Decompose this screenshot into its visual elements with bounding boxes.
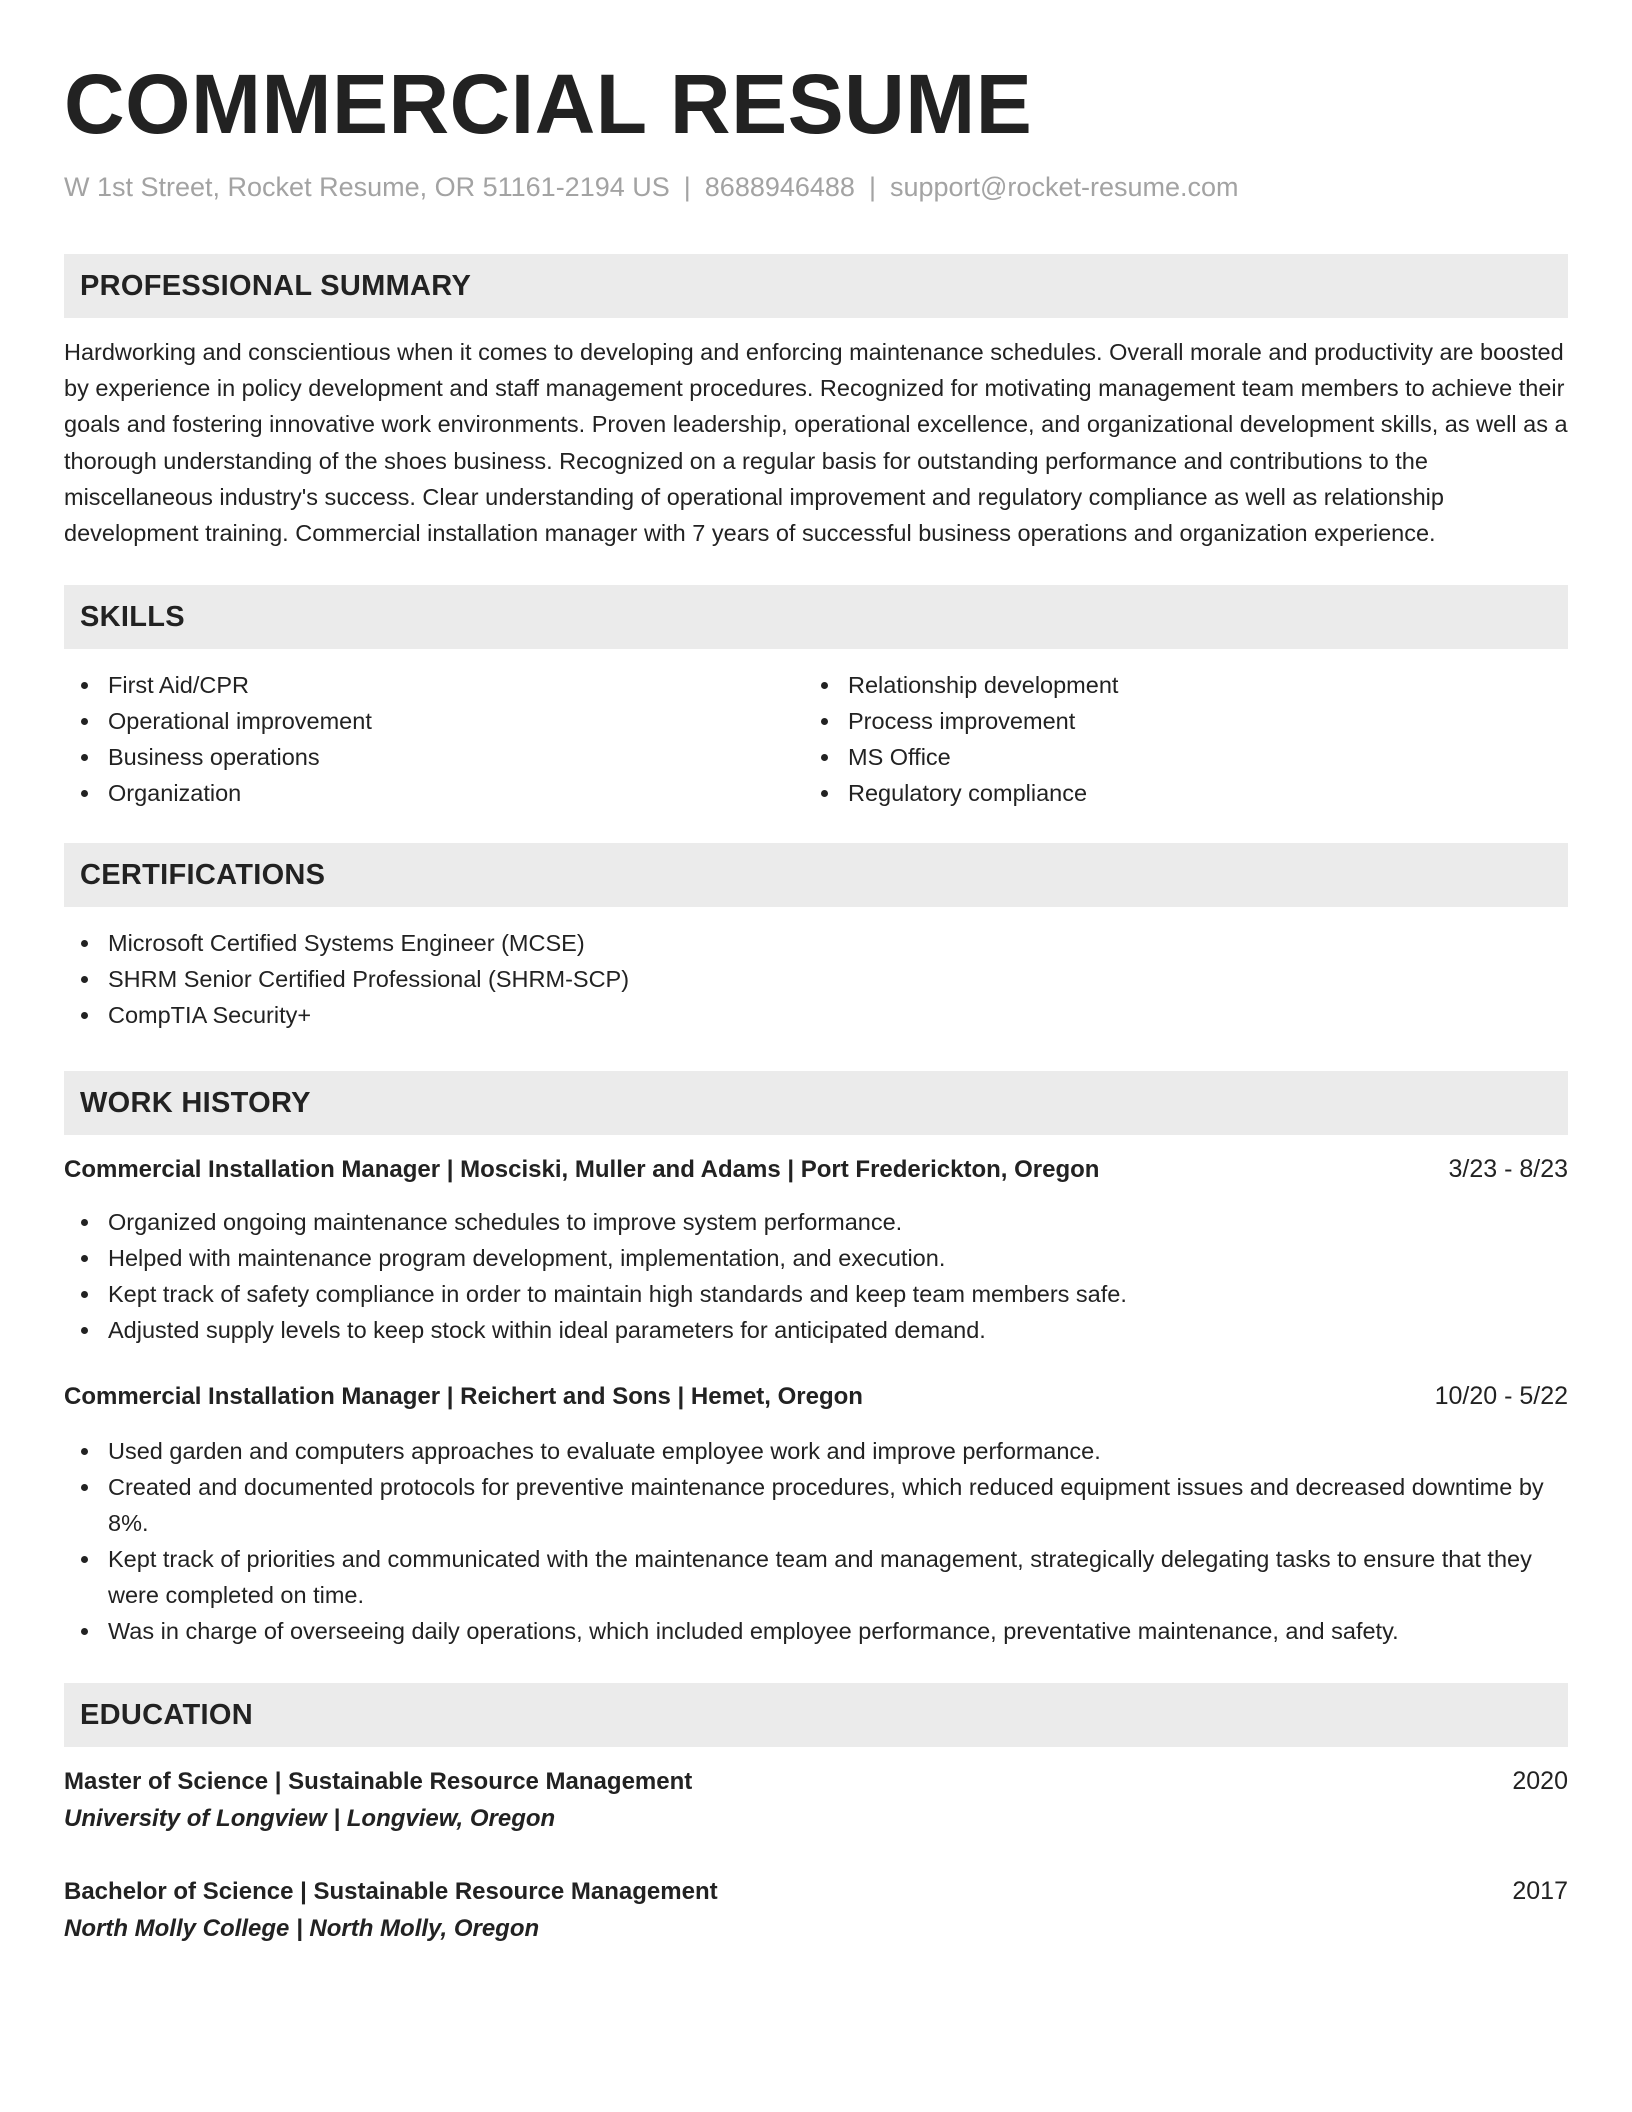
skill-item: Process improvement — [804, 703, 1544, 739]
contact-line — [64, 170, 1568, 204]
skills-column-left — [64, 667, 804, 811]
job-duty: Helped with maintenance program development, implementation, and execution. — [64, 1240, 1568, 1276]
job-duty: Created and documented protocols for preventive maintenance procedures, which reduced equipment issues and decreased downtime by 8%. — [64, 1469, 1568, 1541]
graduation-year: 2017 — [1512, 1877, 1568, 1906]
contact-address: W 1st Street, Rocket Resume, OR 51161-2194 US — [64, 172, 670, 202]
job-duty: Adjusted supply levels to keep stock within ideal parameters for anticipated demand. — [64, 1312, 1568, 1348]
job-duty: Used garden and computers approaches to evaluate employee work and improve performance. — [64, 1433, 1568, 1469]
contact-separator: | — [868, 172, 876, 202]
skill-item: Organization — [64, 775, 804, 811]
job-header — [64, 1380, 1568, 1413]
skill-item: Operational improvement — [64, 703, 804, 739]
job-title: Commercial Installation Manager | Mosciski, Muller and Adams | Port Frederickton, Oregon — [64, 1156, 1100, 1184]
school-name: North Molly College | North Molly, Oregon — [64, 1915, 540, 1943]
certification-item: CompTIA Security+ — [64, 997, 1568, 1033]
school-name: University of Longview | Longview, Oregon — [64, 1805, 556, 1833]
work-history-heading: WORK HISTORY — [64, 1071, 1568, 1135]
education-header — [64, 1765, 1568, 1798]
skills-column-right — [804, 667, 1544, 811]
job-dates: 10/20 - 5/22 — [1434, 1382, 1568, 1411]
contact-separator: | — [683, 172, 691, 202]
skill-item: MS Office — [804, 739, 1544, 775]
skills-heading: SKILLS — [64, 585, 1568, 649]
contact-email: support@rocket-resume.com — [889, 172, 1239, 202]
job-duty: Kept track of safety compliance in order to maintain high standards and keep team members safe. — [64, 1276, 1568, 1312]
resume-name: COMMERCIAL RESUME — [64, 57, 1033, 151]
education-entry — [64, 1875, 1568, 1945]
certification-item: SHRM Senior Certified Professional (SHRM-SCP) — [64, 961, 1568, 997]
skill-item: Business operations — [64, 739, 804, 775]
certifications-list — [64, 925, 1568, 1033]
skills-grid — [64, 667, 1568, 811]
skill-item: First Aid/CPR — [64, 667, 804, 703]
job-title: Commercial Installation Manager | Reichert and Sons | Hemet, Oregon — [64, 1383, 863, 1411]
skill-item: Regulatory compliance — [804, 775, 1544, 811]
job-dates: 3/23 - 8/23 — [1448, 1155, 1568, 1184]
job-duties-list — [64, 1433, 1568, 1649]
education-header — [64, 1875, 1568, 1908]
degree-title: Master of Science | Sustainable Resource Management — [64, 1768, 693, 1796]
skill-item: Relationship development — [804, 667, 1544, 703]
certifications-heading: CERTIFICATIONS — [64, 843, 1568, 907]
job-duties-list — [64, 1204, 1568, 1348]
education-entry — [64, 1765, 1568, 1835]
summary-heading: PROFESSIONAL SUMMARY — [64, 254, 1568, 318]
job-duty: Organized ongoing maintenance schedules to improve system performance. — [64, 1204, 1568, 1240]
job-header — [64, 1153, 1568, 1186]
graduation-year: 2020 — [1512, 1767, 1568, 1796]
certification-item: Microsoft Certified Systems Engineer (MCSE) — [64, 925, 1568, 961]
degree-title: Bachelor of Science | Sustainable Resource Management — [64, 1878, 718, 1906]
contact-phone: 8688946488 — [704, 172, 855, 202]
education-heading: EDUCATION — [64, 1683, 1568, 1747]
job-duty: Was in charge of overseeing daily operations, which included employee performance, preventative maintenance, and safety. — [64, 1613, 1568, 1649]
summary-text: Hardworking and conscientious when it comes to developing and enforcing maintenance schedules. Overall morale and productivity are boosted by experience in policy development and staff management procedures. Recognized for motivating management team members to achieve their goals and fostering innovative work environments. Proven leadership, operational excellence, and organizational development skills, as well as a thorough understanding of the shoes business. Recognized on a regular basis for outstanding performance and contributions to the miscellaneous industry's success. Clear understanding of operational improvement and regulatory compliance as well as relationship development training. Commercial installation manager with 7 years of successful business operations and organization experience. — [64, 339, 1568, 547]
job-duty: Kept track of priorities and communicated with the maintenance team and management, strategically delegating tasks to ensure that they were completed on time. — [64, 1541, 1568, 1613]
